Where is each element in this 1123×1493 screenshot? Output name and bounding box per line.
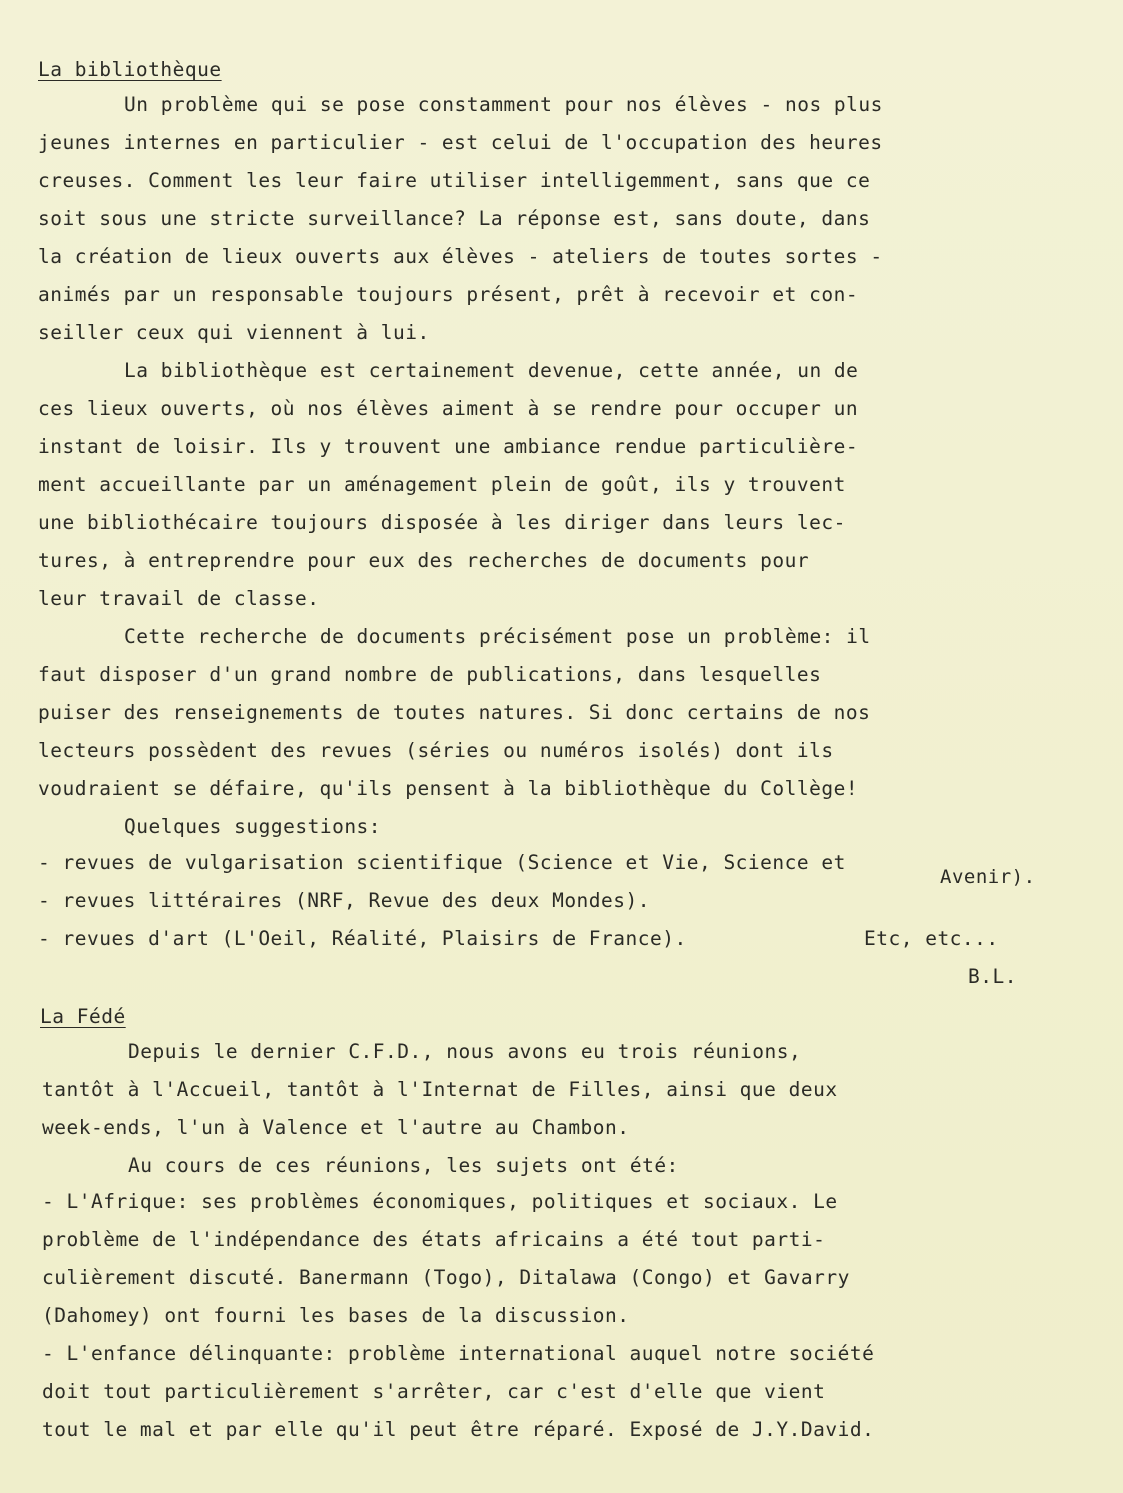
text-line: ces lieux ouverts, où nos élèves aiment à se rendre pour occuper un [38, 397, 859, 420]
text-line: faut disposer d'un grand nombre de publications, dans lesquelles [38, 663, 822, 686]
heading-bibliotheque: La bibliothèque [38, 58, 222, 81]
text-line: Quelques suggestions: [124, 815, 382, 838]
text-line: creuses. Comment les leur faire utiliser intelligemment, sans que ce [38, 169, 871, 192]
text-line: instant de loisir. Ils y trouvent une ambiance rendue particulière- [38, 435, 859, 458]
text-line: jeunes internes en particulier - est celui de l'occupation des heures [38, 131, 883, 154]
text-line: puiser des renseignements de toutes natures. Si donc certains de nos [38, 701, 871, 724]
list-item: - revues de vulgarisation scientifique (Science et Vie, Science et [38, 851, 846, 874]
list-item: - revues d'art (L'Oeil, Réalité, Plaisirs de France). [38, 927, 687, 950]
text-line: Un problème qui se pose constamment pour nos élèves - nos plus [124, 93, 883, 116]
text-line: soit sous une stricte surveillance? La réponse est, sans doute, dans [38, 207, 871, 230]
text-line: lecteurs possèdent des revues (séries ou numéros isolés) dont ils [38, 739, 834, 762]
text-line: tures, à entreprendre pour eux des recherches de documents pour [38, 549, 810, 572]
signature-initials: B.L. [968, 965, 1017, 988]
list-item: - revues littéraires (NRF, Revue des deux Mondes). [38, 889, 650, 912]
text-line: Depuis le dernier C.F.D., nous avons eu trois réunions, [128, 1040, 802, 1063]
text-line: La bibliothèque est certainement devenue, cette année, un de [124, 359, 859, 382]
text-line: tantôt à l'Accueil, tantôt à l'Internat de Filles, ainsi que deux [42, 1078, 838, 1101]
etc-text: Etc, etc... [864, 927, 999, 950]
text-line: doit tout particulièrement s'arrêter, car c'est d'elle que vient [42, 1380, 826, 1403]
list-item: - L'Afrique: ses problèmes économiques, politiques et sociaux. Le [42, 1190, 838, 1213]
text-line: la création de lieux ouverts aux élèves - ateliers de toutes sortes - [38, 245, 883, 268]
text-line: (Dahomey) ont fourni les bases de la discussion. [42, 1304, 630, 1327]
text-line: culièrement discuté. Banermann (Togo), Ditalawa (Congo) et Gavarry [42, 1266, 850, 1289]
heading-fede: La Fédé [40, 1005, 126, 1028]
text-line: week-ends, l'un à Valence et l'autre au Chambon. [42, 1116, 630, 1139]
text-line: animés par un responsable toujours présent, prêt à recevoir et con- [38, 283, 859, 306]
text-line: une bibliothécaire toujours disposée à les diriger dans leurs lec- [38, 511, 846, 534]
text-line: seiller ceux qui viennent à lui. [38, 321, 430, 344]
text-line: Au cours de ces réunions, les sujets ont été: [128, 1154, 679, 1177]
text-line: ment accueillante par un aménagement plein de goût, ils y trouvent [38, 473, 846, 496]
text-line: leur travail de classe. [38, 587, 320, 610]
list-item-continuation: Avenir). [940, 866, 1036, 888]
text-line: tout le mal et par elle qu'il peut être réparé. Exposé de J.Y.David. [42, 1418, 875, 1441]
list-item: - L'enfance délinquante: problème international auquel notre société [42, 1342, 875, 1365]
text-line: voudraient se défaire, qu'ils pensent à la bibliothèque du Collège! [38, 777, 859, 800]
text-line: Cette recherche de documents précisément pose un problème: il [124, 625, 871, 648]
text-line: problème de l'indépendance des états africains a été tout parti- [42, 1228, 826, 1251]
